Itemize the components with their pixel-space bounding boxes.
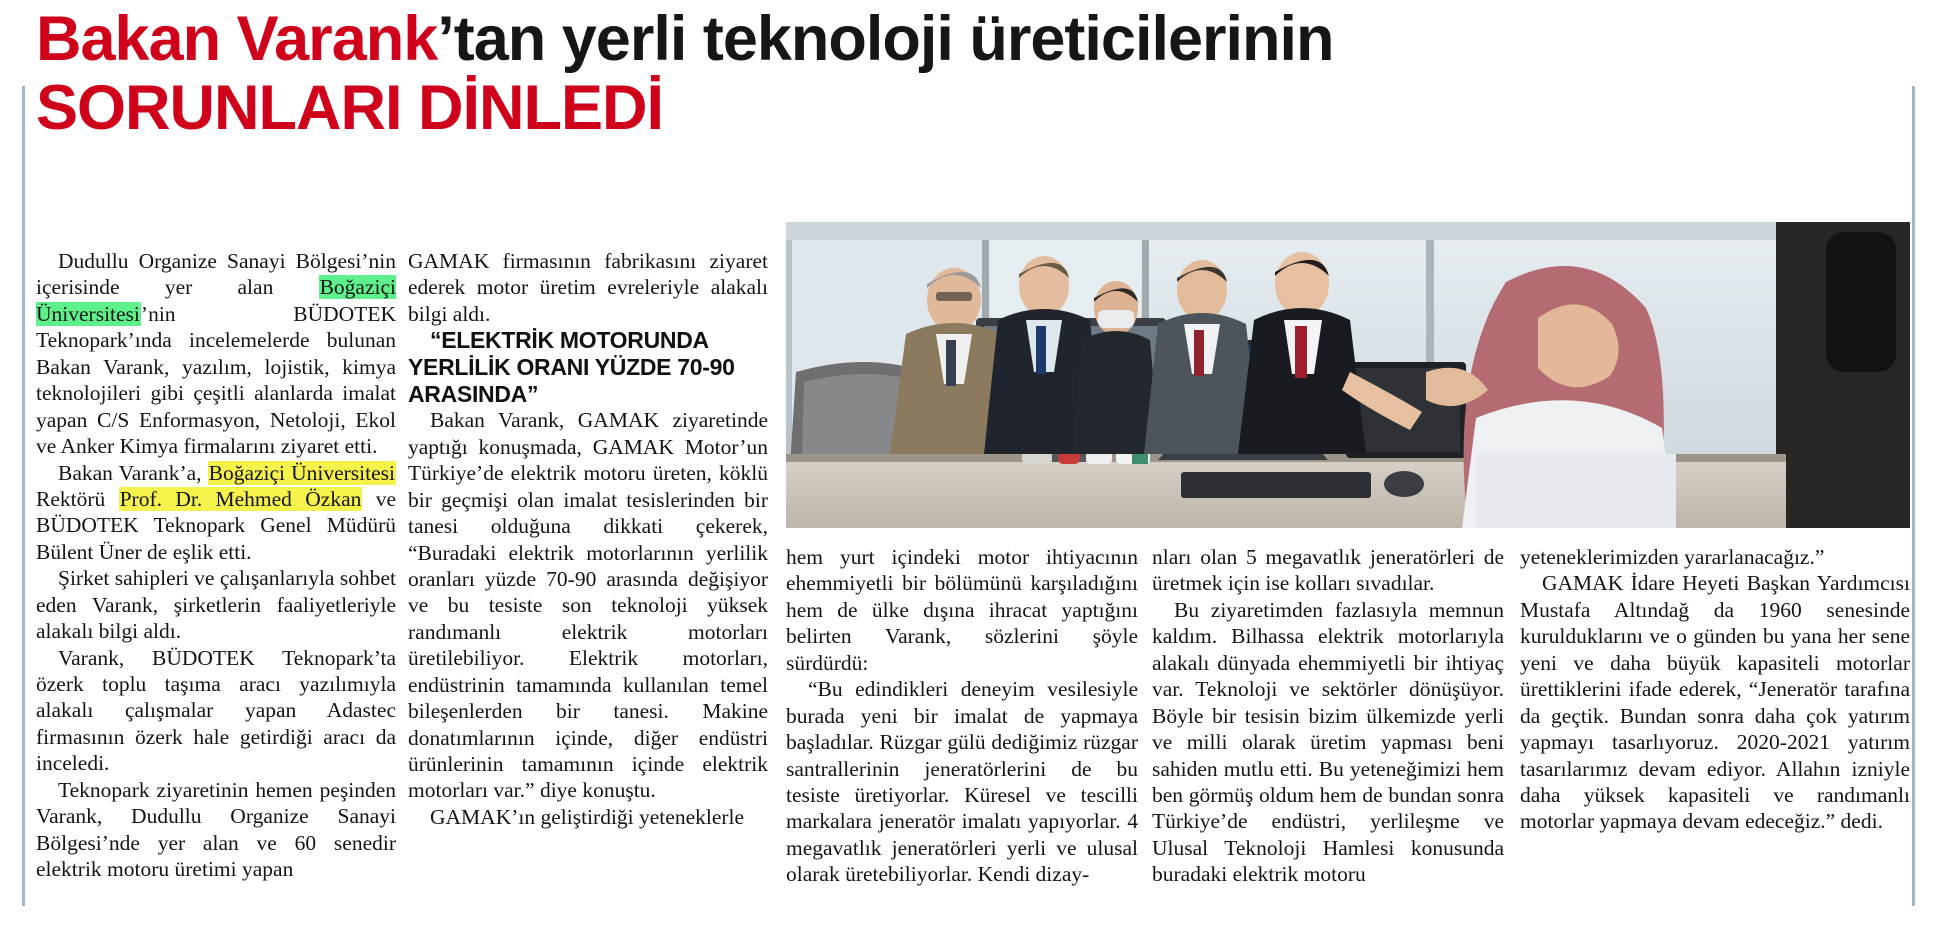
paragraph-1-4: Varank, BÜDOTEK Teknopark’ta özerk toplu taşıma aracı yazılımıyla alakalı çalışmalar yapan Adastec firmasının özerk hale getirdiği aracı da inceledi. (36, 645, 396, 776)
paragraph-1-2 (36, 460, 396, 566)
article-column-4 (1152, 544, 1504, 888)
paragraph-4-2: Bu ziyaretimden fazlasıyla memnun kaldım. Bilhassa elektrik motorlarıyla alakalı dünyada ehemmiyetli bir ihtiyaç var. Teknoloji ve sektörler dönüşüyor. Böyle bir tesisin bizim ülkemizde yerli ve milli olarak üretim yapması beni sahiden mutlu etti. Bu yeteneğimizi hem ben görmüş oldum hem de bundan sonra Türkiye’de endüstri, yerlileşme ve Ulusal Teknoloji Hamlesi konusunda buradaki elektrik motoru (1152, 597, 1504, 887)
left-rule (22, 86, 25, 906)
article-column-2 (408, 248, 768, 830)
headline-block (36, 4, 1906, 143)
paragraph-5-1: yeteneklerimizden yararlanacağız.” (1520, 545, 1825, 569)
article-subheading: “ELEKTRİK MOTORUNDA YERLİLİK ORANI YÜZDE 70-90 ARASINDA” (408, 327, 735, 407)
p2-text-mid: Rektörü (36, 486, 119, 511)
p2-text-a: Bakan Varank’a, (58, 460, 208, 485)
paragraph-2-2: Bakan Varank, GAMAK ziyaretinde yaptığı konuşmada, GAMAK Motor’un Türkiye’de elektrik motoru üreten, köklü bir geçmişi olan imalat tesislerinden bir tanesi olduğuna dikkati çekerek, “Buradaki elektrik motorlarının yerlilik oranları yüzde 70-90 arasında değişiyor ve bu tesiste son teknoloji yüksek randımanlı elektrik motorları üretilebiliyor. Elektrik motorları, endüstrinin tamamında kullanılan temel bileşenlerden bir tanesi. Makine donatımlarının içinde, diğer endüstri ürünlerinin tamamının içinde elektrik motorları var.” diye konuştu. (408, 408, 768, 803)
article-column-5 (1520, 544, 1910, 835)
paragraph-3-2: “Bu edindikleri deneyim vesilesiyle burada yeni bir imalat de yapmaya başladılar. Rüzgar gülü dediğimiz rüzgar santrallerinin jeneratörlerini de bu tesiste üretiyorlar. Küresel ve tescilli markalara jeneratör imalatı yapıyorlar. 4 megavatlık jeneratörleri yerli ve ulusal olarak üretebiliyorlar. Kendi dizay- (786, 677, 1138, 887)
highlight-bogazici-universitesi-2: Boğaziçi Üniversitesi (208, 460, 395, 485)
article-column-3 (786, 544, 1138, 888)
p2-text-b: ve BÜDOTEK Teknopark Genel Müdürü Bülent Üner de eşlik etti. (36, 486, 396, 564)
right-rule (1912, 86, 1915, 906)
article-photo (786, 222, 1910, 528)
article-column-1 (36, 248, 396, 883)
headline-line-1-black: ’tan yerli teknoloji üreticilerinin (437, 4, 1334, 74)
paragraph-5-2: GAMAK İdare Heyeti Başkan Yardımcısı Mustafa Altındağ da 1960 senesinde kurulduklarını ve o günden bu yana her sene yeni ve daha büyük kapasiteli motorlar ürettiklerini ifade ederek, “Jeneratör tarafına da geçtik. Bundan sonra daha çok yatırım yapmayı tasarlıyoruz. 2020-2021 yatırım tasarılarımız devam ediyor. Allahın izniyle daha yüksek kapasiteli ve randımanlı motorlar yapmaya devam edeceğiz.” dedi. (1520, 571, 1910, 834)
paragraph-1-3: Şirket sahipleri ve çalışanlarıyla sohbet eden Varank, şirketlerin faaliyetleriyle alakalı bilgi aldı. (36, 566, 396, 644)
paragraph-4-1: nları olan 5 megavatlık jeneratörleri de üretmek için ise kolları sıvadılar. (1152, 545, 1504, 596)
highlight-bogazici-universitesi-1: Boğaziçi Üniversitesi (36, 275, 396, 326)
paragraph-2-3: GAMAK’ın geliştirdiği yeteneklerle (430, 804, 745, 829)
p1-text-b: ’nin BÜDOTEK Teknopark’ında incelemelerde bulunan Bakan Varank, yazılım, lojistik, kimya teknolojileri gibi çeşitli alanlarda imalat yapan C/S Enformasyon, Netoloji, Ekol ve Anker Kimya firmalarını ziyaret etti. (36, 301, 396, 459)
headline-line-1-red: Bakan Varank (36, 4, 438, 74)
headline-line-2: SORUNLARI DİNLEDİ (36, 73, 663, 143)
highlight-mehmed-ozkan: Prof. Dr. Mehmed Özkan (119, 486, 362, 511)
p1-text-a: Dudullu Organize Sanayi Bölgesi’nin içerisinde yer alan (36, 249, 396, 300)
paragraph-3-1: hem yurt içindeki motor ihtiyacının ehemmiyetli bir bölümünü karşıladığını hem de ülke dışına ihracat yaptığını belirten Varank, sözlerini şöyle sürdürdü: (786, 545, 1138, 675)
headline-line-1 (36, 4, 1906, 74)
paragraph-1-5: Teknopark ziyaretinin hemen peşinden Varank, Dudullu Organize Sanayi Bölgesi’nde yer alan ve 60 senedir elektrik motoru üretimi yapan (36, 777, 396, 882)
paragraph-2-1: GAMAK firmasının fabrikasını ziyaret ederek motor üretim evreleriyle alakalı bilgi aldı. (408, 249, 768, 326)
paragraph-1-1 (36, 248, 396, 460)
photo-illustration (786, 222, 1910, 528)
